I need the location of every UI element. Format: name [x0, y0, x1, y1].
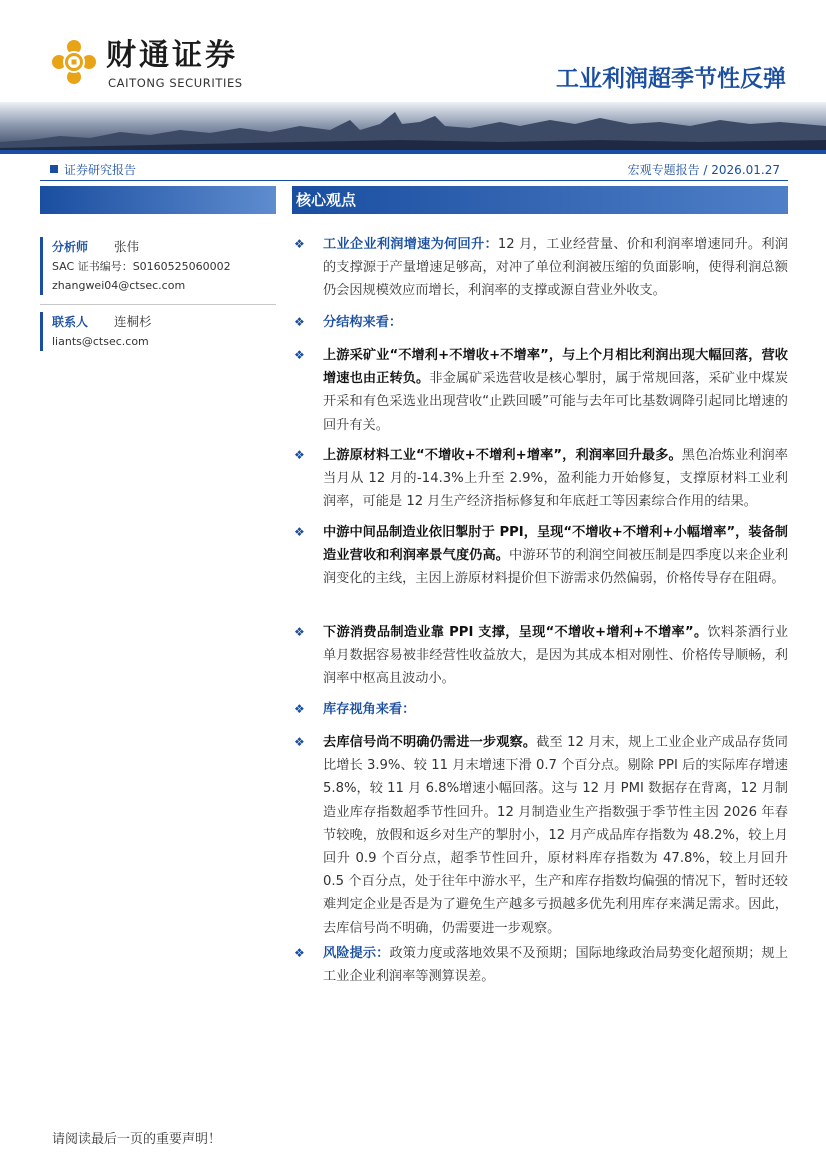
- key-point-item: ❖ 上游原材料工业“不增收+不增利+增率”，利润率回升最多。黑色冶炼业利润率当月从 12 月的-14.3%上升至 2.9%，盈利能力开始修复，支撑原材料工业利润率，可能是 12 月生产经济指标修复和年底赶工等因素综合作用的结果。: [294, 444, 788, 514]
- key-point-item: ❖ 分结构来看：: [294, 311, 788, 334]
- report-type-label: 证券研究报告: [50, 161, 136, 178]
- diamond-bullet-icon: ❖: [294, 702, 305, 716]
- contact-name: 连桐杉: [114, 314, 152, 329]
- contact-email: liants@ctsec.com: [52, 335, 149, 348]
- contact-card: [40, 312, 276, 351]
- report-meta: 宏观专题报告 / 2026.01.27: [627, 163, 780, 177]
- analyst-name: 张伟: [114, 239, 140, 254]
- key-point-item: ❖ 下游消费品制造业靠 PPI 支撑，呈现“不增收+增利+不增率”。饮料茶酒行业单月数据容易被非经营性收益放大，是因为其成本相对刚性、价格传导顺畅，利润率中枢高且波动小。: [294, 621, 788, 691]
- city-skyline-banner: [0, 102, 826, 154]
- diamond-bullet-icon: ❖: [294, 348, 305, 362]
- analyst-divider: [40, 304, 276, 305]
- diamond-bullet-icon: ❖: [294, 315, 305, 329]
- analyst-cert: SAC 证书编号：S0160525060002: [52, 260, 231, 273]
- footer-disclaimer: 请阅读最后一页的重要声明！: [52, 1132, 222, 1147]
- logo-english-name: CAITONG SECURITIES: [108, 76, 243, 90]
- key-point-item: ❖ 去库信号尚不明确仍需进一步观察。截至 12 月末，规上工业企业产成品存货同比增长 3.9%、较 11 月末增速下滑 0.7 个百分点。剔除 PPI 后的实际库存增速 5.8%，较 11 月 6.8%增速小幅回落。这与 12 月 PMI 数据存在背离，12 月制造业库存指数超季节性回升。12 月制造业生产指数强于季节性主因 2026 年春节较晚，放假和返乡对生产的掣肘小，12 月产成品库存指数为 48.2%，较上月回升 0.9 个百分点，超季节性回升，原材料库存指数为 47.8%，较上月回升 0.5 个百分点，处于往年中游水平，生产和库存指数均偏强的情况下，暂时还较难判定企业是否是为了避免生产越多亏损越多优先利用库存来满足需求。因此，去库信号尚不明确，仍需要进一步观察。: [294, 731, 788, 940]
- diamond-bullet-icon: ❖: [294, 448, 305, 462]
- report-title: 工业利润超季节性反弹: [556, 66, 786, 92]
- contact-role: 联系人: [52, 315, 89, 329]
- analyst-card: [40, 237, 276, 295]
- diamond-bullet-icon: ❖: [294, 735, 305, 749]
- key-point-item: ❖ 中游中间品制造业依旧掣肘于 PPI，呈现“不增收+不增利+小幅增率”，装备制造业营收和利润率景气度仍高。中游环节的利润空间被压制是四季度以来企业利润变化的主线，主因上游原材料提价但下游需求仍然偏弱，价格传导存在阻碍。: [294, 521, 788, 591]
- analyst-email: zhangwei04@ctsec.com: [52, 279, 186, 292]
- section-title: 核心观点: [292, 186, 788, 214]
- company-logo-icon: [50, 38, 98, 86]
- diamond-bullet-icon: ❖: [294, 525, 305, 539]
- key-point-item: ❖ 上游采矿业“不增利+不增收+不增率”，与上个月相比利润出现大幅回落，营收增速也由正转负。非金属矿采选营收是核心掣肘，属于常规回落，采矿业中煤炭开采和有色采选业出现营收“止跌回暖”可能与去年可比基数调降引起同比增速的回升有关。: [294, 344, 788, 437]
- key-point-item: ❖ 工业企业利润增速为何回升：12 月，工业经营量、价和利润率增速同升。利润的支撑源于产量增速足够高，对冲了单位利润被压缩的负面影响，使得利润总额仍会因规模效应而增长，利润率的支撑或源自营业外收支。: [294, 233, 788, 303]
- diamond-bullet-icon: ❖: [294, 237, 305, 251]
- diamond-bullet-icon: ❖: [294, 946, 305, 960]
- analyst-role: 分析师: [52, 240, 89, 254]
- left-column-header-bar: [40, 186, 276, 214]
- diamond-bullet-icon: ❖: [294, 625, 305, 639]
- header-divider: [40, 180, 788, 181]
- key-point-item: ❖ 风险提示：政策力度或落地效果不及预期；国际地缘政治局势变化超预期；规上工业企业利润率等测算误差。: [294, 942, 788, 988]
- logo-chinese-name: 财通证券: [106, 38, 238, 73]
- key-point-item: ❖ 库存视角来看：: [294, 698, 788, 721]
